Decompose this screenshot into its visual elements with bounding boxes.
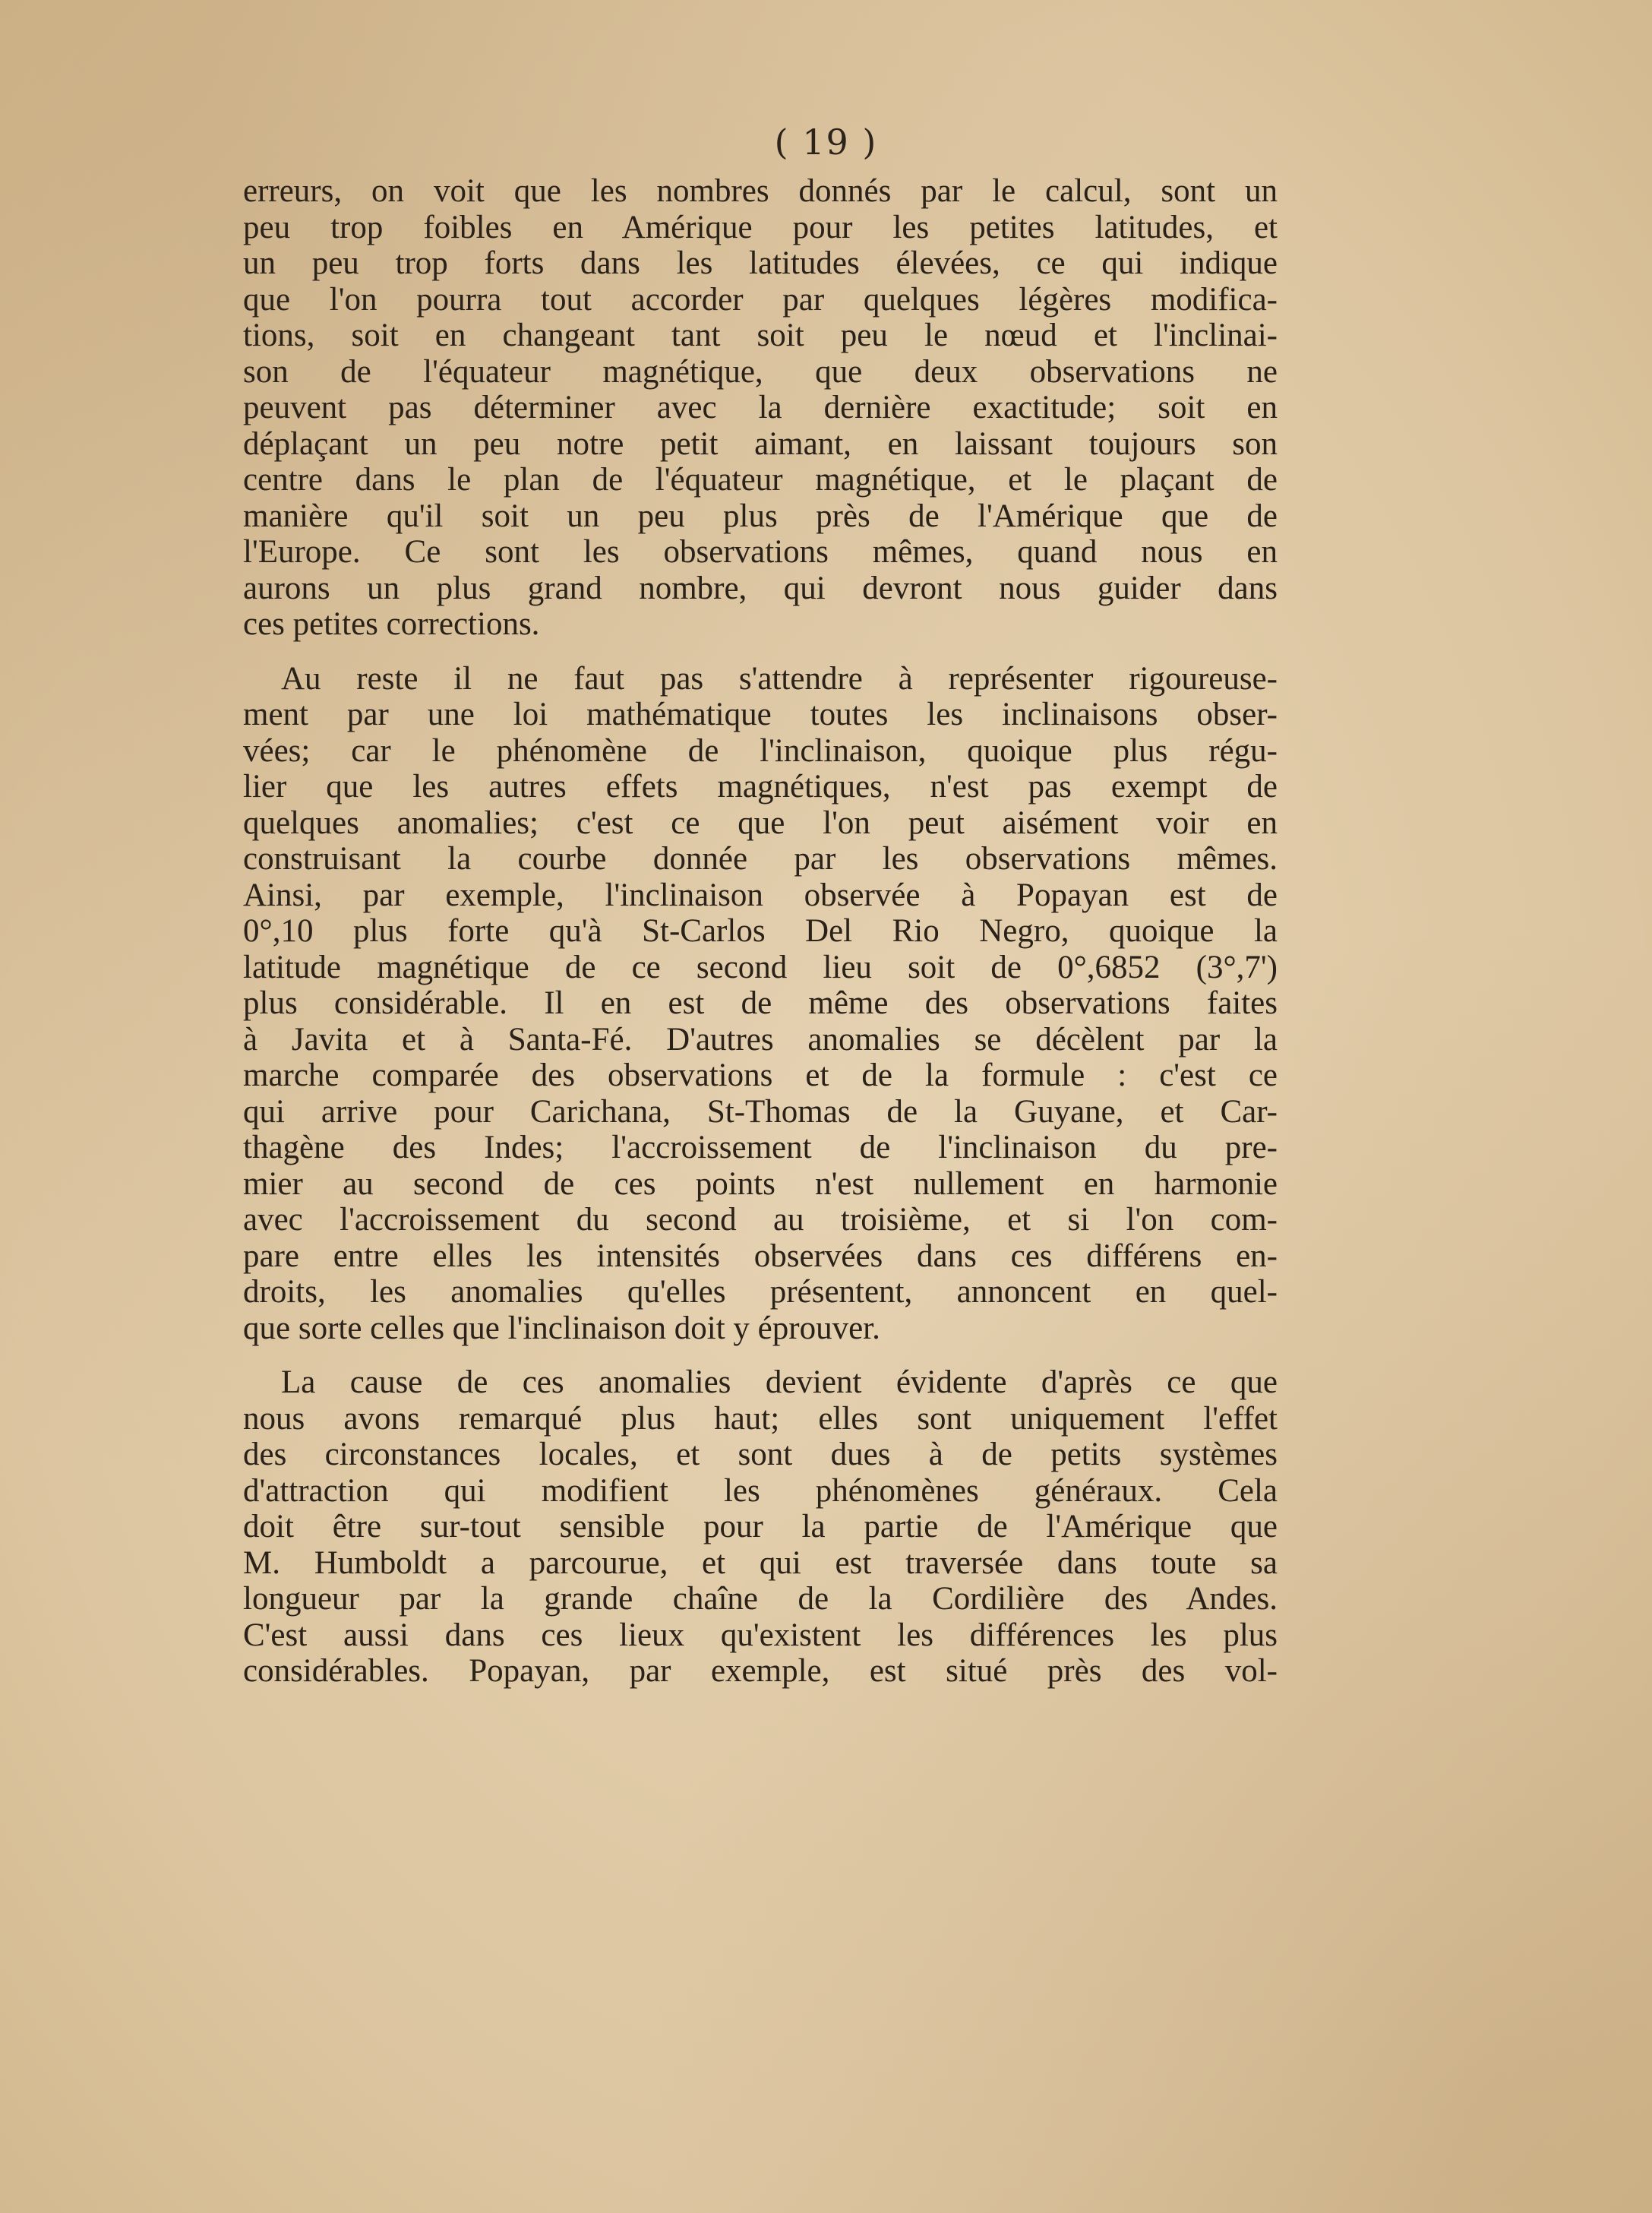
text-line: peuvent pas déterminer avec la dernière exactitude; soit en [243, 390, 1278, 425]
text-line: marche comparée des observations et de la formule : c'est ce [243, 1057, 1278, 1093]
text-line: déplaçant un peu notre petit aimant, en laissant toujours son [243, 425, 1278, 462]
text-line: avec l'accroissement du second au troisième, et si l'on com- [243, 1202, 1278, 1238]
text-line: des circonstances locales, et sont dues à de petits systèmes [243, 1437, 1278, 1472]
text-line: l'Europe. Ce sont les observations mêmes, quand nous en [243, 534, 1278, 570]
text-line: doit être sur-tout sensible pour la partie de l'Amérique que [243, 1509, 1278, 1544]
paragraph-1 [243, 173, 1278, 643]
text-line: nous avons remarqué plus haut; elles sont uniquement l'effet [243, 1400, 1278, 1437]
paragraph-3 [243, 1364, 1278, 1690]
text-line: erreurs, on voit que les nombres donnés par le calcul, sont un [243, 173, 1278, 209]
text-line: plus considérable. Il en est de même des observations faites [243, 985, 1278, 1021]
body-text [243, 173, 1278, 1690]
text-line: d'attraction qui modifient les phénomènes généraux. Cela [243, 1472, 1278, 1509]
text-line: un peu trop forts dans les latitudes élevées, ce qui indique [243, 245, 1278, 281]
text-line: construisant la courbe donnée par les observations mêmes. [243, 841, 1278, 877]
text-line: C'est aussi dans ces lieux qu'existent les différences les plus [243, 1617, 1278, 1653]
text-line: tions, soit en changeant tant soit peu le nœud et l'inclinai- [243, 318, 1278, 353]
text-line: latitude magnétique de ce second lieu soit de 0°,6852 (3°,7') [243, 949, 1278, 985]
text-line: Ainsi, par exemple, l'inclinaison observée à Popayan est de [243, 877, 1278, 913]
text-line: longueur par la grande chaîne de la Cordilière des Andes. [243, 1581, 1278, 1617]
text-line: peu trop foibles en Amérique pour les petites latitudes, et [243, 209, 1278, 245]
text-line: qui arrive pour Carichana, St-Thomas de la Guyane, et Car- [243, 1093, 1278, 1130]
text-line: aurons un plus grand nombre, qui devront nous guider dans [243, 570, 1278, 606]
text-line: La cause de ces anomalies devient évidente d'après ce que [281, 1364, 1278, 1400]
paragraph-2 [243, 661, 1278, 1347]
text-line: à Javita et à Santa-Fé. D'autres anomalies se décèlent par la [243, 1021, 1278, 1057]
text-line: vées; car le phénomène de l'inclinaison, quoique plus régu- [243, 732, 1278, 769]
text-line: ment par une loi mathématique toutes les inclinaisons obser- [243, 697, 1278, 732]
text-line: quelques anomalies; c'est ce que l'on peut aisément voir en [243, 805, 1278, 841]
text-line: considérables. Popayan, par exemple, est situé près des vol- [243, 1653, 1278, 1689]
text-line: que l'on pourra tout accorder par quelques légères modifica- [243, 281, 1278, 318]
text-line: manière qu'il soit un peu plus près de l'Amérique que de [243, 498, 1278, 534]
text-line: M. Humboldt a parcourue, et qui est traversée dans toute sa [243, 1544, 1278, 1581]
text-line: son de l'équateur magnétique, que deux observations ne [243, 353, 1278, 390]
text-line: pare entre elles les intensités observées dans ces différens en- [243, 1238, 1278, 1274]
text-line: thagène des Indes; l'accroissement de l'inclinaison du pre- [243, 1130, 1278, 1165]
text-line: ces petites corrections. [243, 606, 540, 642]
text-line: 0°,10 plus forte qu'à St-Carlos Del Rio Negro, quoique la [243, 913, 1278, 949]
text-line: mier au second de ces points n'est nullement en harmonie [243, 1165, 1278, 1202]
text-line: lier que les autres effets magnétiques, n'est pas exempt de [243, 769, 1278, 805]
text-line: centre dans le plan de l'équateur magnétique, et le plaçant de [243, 462, 1278, 498]
text-line: que sorte celles que l'inclinaison doit y éprouver. [243, 1310, 880, 1346]
page-number: ( 19 ) [774, 122, 878, 163]
text-line: Au reste il ne faut pas s'attendre à représenter rigoureuse- [281, 660, 1278, 697]
text-line: droits, les anomalies qu'elles présentent, annoncent en quel- [243, 1274, 1278, 1310]
